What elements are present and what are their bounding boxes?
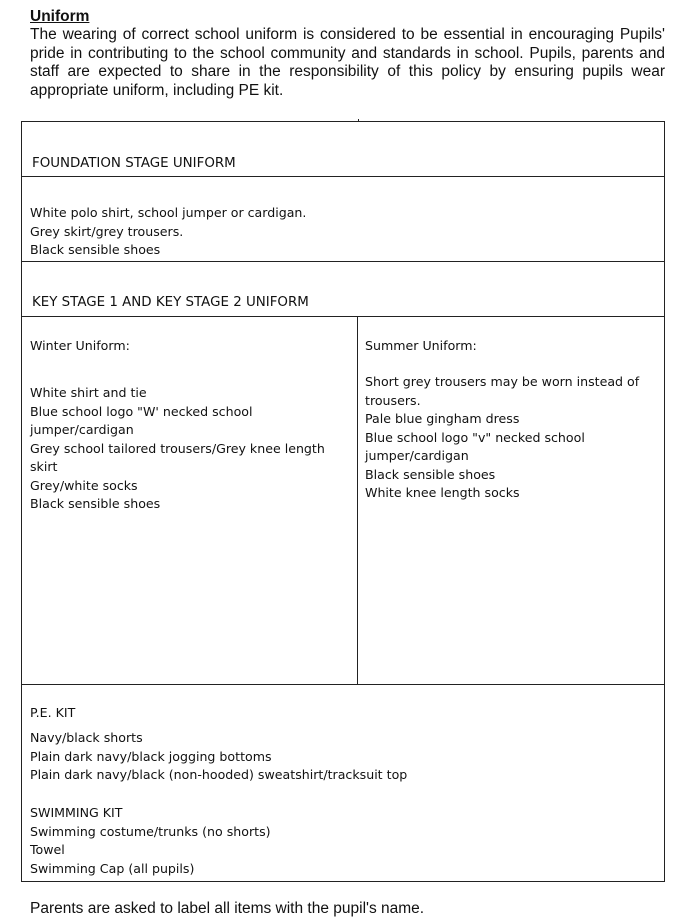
summer-uniform-list (365, 373, 639, 503)
winter-item: Black sensible shoes (30, 496, 161, 511)
winter-uniform-list (30, 384, 325, 514)
foundation-item: White polo shirt, school jumper or cardigan. (30, 205, 307, 220)
divider (22, 176, 664, 177)
winter-item: skirt (30, 459, 58, 474)
winter-item: White shirt and tie (30, 385, 147, 400)
winter-item: Grey school tailored trousers/Grey knee length (30, 440, 325, 456)
divider (22, 316, 664, 317)
summer-item: White knee length socks (365, 485, 520, 500)
pe-kit-item: Plain dark navy/black (non-hooded) sweatshirt/tracksuit top (30, 767, 408, 782)
intro-paragraph (30, 26, 665, 100)
winter-item: Blue school logo "W' necked school (30, 403, 253, 419)
intro-text: The wearing of correct school uniform is considered to be essential in encouraging Pupils' pride in contributing to the school community and standards in school. Pupils, parents and staff are expected to share in the responsibility of this policy by ensuring pupils wear appropriate uniform, including PE kit. (30, 26, 665, 99)
swimming-kit (30, 804, 271, 878)
divider (22, 684, 664, 685)
foundation-title: FOUNDATION STAGE UNIFORM (32, 156, 236, 171)
winter-item: Grey/white socks (30, 477, 138, 493)
key-stage-title: KEY STAGE 1 AND KEY STAGE 2 UNIFORM (32, 295, 309, 310)
section-heading: Uniform (30, 8, 90, 25)
footer-note: Parents are asked to label all items with the pupil's name. (30, 900, 425, 917)
uniform-table (21, 121, 665, 882)
summer-item: Black sensible shoes (365, 466, 496, 482)
summer-item: trousers. (365, 392, 421, 408)
pe-kit-title: P.E. KIT (30, 705, 76, 720)
swimming-kit-item: Towel (30, 842, 65, 857)
pe-kit-list (30, 729, 407, 785)
column-divider (357, 316, 358, 684)
summer-item: Blue school logo "v" necked school (365, 429, 585, 445)
winter-item: jumper/cardigan (30, 422, 134, 437)
table-tick-mark (358, 119, 359, 122)
pe-kit-item: Navy/black shorts (30, 730, 143, 745)
summer-uniform-label: Summer Uniform: (365, 338, 477, 353)
swimming-kit-item: Swimming Cap (all pupils) (30, 860, 195, 876)
foundation-items (30, 204, 306, 260)
summer-item: Pale blue gingham dress (365, 411, 520, 426)
pe-kit-item: Plain dark navy/black jogging bottoms (30, 748, 272, 764)
summer-item: Short grey trousers may be worn instead of (365, 374, 640, 389)
foundation-item: Grey skirt/grey trousers. (30, 223, 184, 239)
winter-uniform-label: Winter Uniform: (30, 338, 130, 353)
swimming-kit-item: Swimming costume/trunks (no shorts) (30, 823, 271, 839)
swimming-kit-title: SWIMMING KIT (30, 805, 123, 820)
summer-item: jumper/cardigan (365, 448, 469, 463)
foundation-item: Black sensible shoes (30, 242, 161, 257)
divider (22, 261, 664, 262)
